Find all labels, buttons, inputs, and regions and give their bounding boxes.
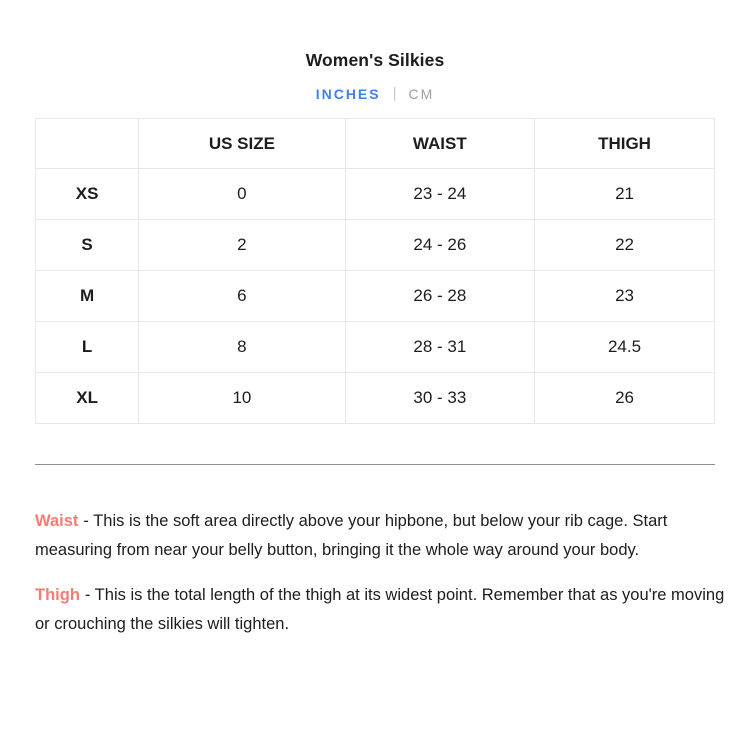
waist-value: 28 - 31 <box>345 322 534 373</box>
unit-tab-cm[interactable]: CM <box>408 85 435 102</box>
measurement-definitions <box>35 507 725 638</box>
size-label: S <box>36 220 139 271</box>
thigh-value: 26 <box>535 373 715 424</box>
unit-toggle <box>35 85 715 102</box>
table-row <box>36 373 715 424</box>
size-label: XL <box>36 373 139 424</box>
page-title: Women's Silkies <box>305 50 445 70</box>
table-row <box>36 169 715 220</box>
unit-separator: | <box>392 85 397 102</box>
thigh-term: Thigh <box>35 586 80 604</box>
us-size-value: 10 <box>139 373 345 424</box>
us-size-value: 8 <box>139 322 345 373</box>
waist-definition-text: - This is the soft area directly above your hipbone, but below your rib cage. Start measuring from near your belly button, bringing it the whole way around your body. <box>35 512 668 559</box>
header-cell-us-size: US SIZE <box>139 119 345 169</box>
waist-term: Waist <box>35 512 79 530</box>
thigh-value: 21 <box>535 169 715 220</box>
waist-value: 23 - 24 <box>345 169 534 220</box>
thigh-value: 22 <box>535 220 715 271</box>
waist-value: 30 - 33 <box>345 373 534 424</box>
size-label: XS <box>36 169 139 220</box>
header-cell-waist: WAIST <box>345 119 534 169</box>
waist-definition <box>35 507 725 564</box>
size-label: L <box>36 322 139 373</box>
us-size-value: 0 <box>139 169 345 220</box>
unit-tab-inches[interactable]: INCHES <box>315 85 381 102</box>
section-divider <box>35 464 715 465</box>
table-header-row <box>36 119 715 169</box>
size-label: M <box>36 271 139 322</box>
waist-value: 24 - 26 <box>345 220 534 271</box>
us-size-value: 2 <box>139 220 345 271</box>
thigh-value: 23 <box>535 271 715 322</box>
table-row <box>36 271 715 322</box>
table-row <box>36 220 715 271</box>
waist-value: 26 - 28 <box>345 271 534 322</box>
thigh-value: 24.5 <box>535 322 715 373</box>
size-table <box>35 118 715 424</box>
us-size-value: 6 <box>139 271 345 322</box>
thigh-definition <box>35 581 725 638</box>
header-cell-blank <box>36 119 139 169</box>
thigh-definition-text: - This is the total length of the thigh at its widest point. Remember that as you're moving or crouching the silkies will tighten. <box>35 586 725 633</box>
table-row <box>36 322 715 373</box>
header-cell-thigh: THIGH <box>535 119 715 169</box>
